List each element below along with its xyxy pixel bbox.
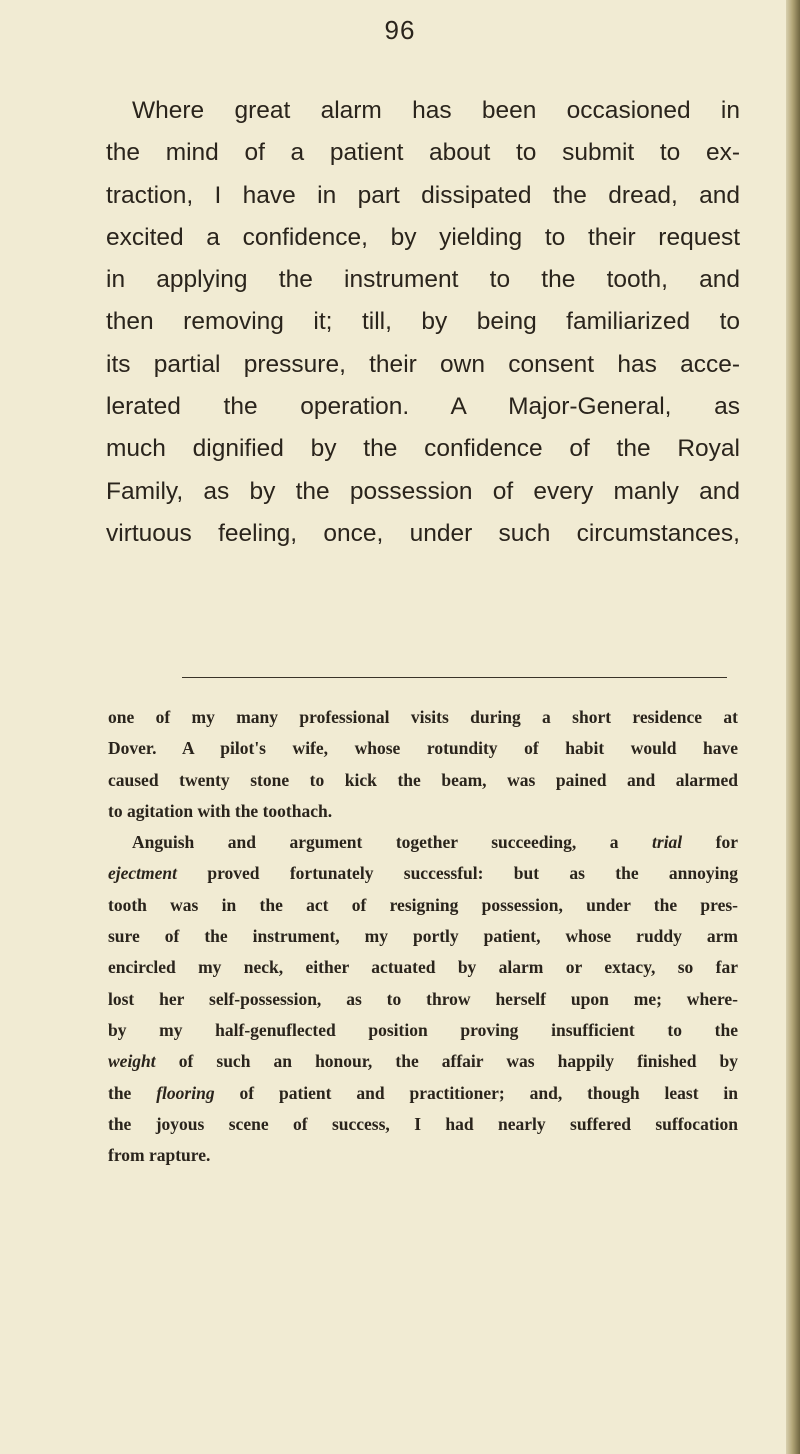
footnote xyxy=(108,702,738,1171)
footnote-text: of such an honour, the affair was happily finished by xyxy=(178,1051,738,1072)
main-paragraph xyxy=(106,90,740,555)
footnote-line: encircled my neck, either actuated by alarm or extacy, so far xyxy=(108,957,738,978)
footnote-text: for xyxy=(715,832,739,853)
main-line: traction, I have in part dissipated the dread, and xyxy=(106,181,740,209)
footnote-line: by my half-genuflected position proving insufficient to the xyxy=(108,1019,738,1040)
footnote-line xyxy=(108,827,738,858)
main-line: its partial pressure, their own consent has acce- xyxy=(106,350,740,378)
footnote-line: from rapture. xyxy=(108,1145,211,1166)
page-edge xyxy=(786,0,800,1454)
page-number: 96 xyxy=(384,15,416,45)
footnote-text: the xyxy=(108,1082,132,1103)
main-line: much dignified by the confidence of the Royal xyxy=(106,435,740,463)
footnote-line: caused twenty stone to kick the beam, was pained and alarmed xyxy=(108,769,738,790)
main-line: virtuous feeling, once, under such circumstances, xyxy=(106,519,740,547)
main-line: in applying the instrument to the tooth, and xyxy=(106,266,740,294)
footnote-italic-text: ejectment xyxy=(108,863,178,884)
footnote-text: Anguish and argument together succeeding, a xyxy=(132,832,619,853)
footnote-line: tooth was in the act of resigning possession, under the pres- xyxy=(108,894,738,915)
footnote-italic-text: trial xyxy=(652,832,683,853)
footnote-line: lost her self-possession, as to throw herself upon me; where- xyxy=(108,988,738,1009)
footnote-line xyxy=(108,858,738,889)
main-line: then removing it; till, by being familiarized to xyxy=(106,308,740,336)
footnote-line: to agitation with the toothach. xyxy=(108,800,333,821)
main-line: Where great alarm has been occasioned in xyxy=(132,97,740,124)
footnote-line xyxy=(108,1046,738,1077)
footnote-text: of patient and practitioner; and, though least in xyxy=(239,1082,739,1103)
footnote-text: proved fortunately successful: but as the annoying xyxy=(207,863,738,884)
footnote-line: Dover. A pilot's wife, whose rotundity of habit would have xyxy=(108,738,738,759)
main-line: the mind of a patient about to submit to ex- xyxy=(106,139,740,167)
footnote-line xyxy=(108,1078,738,1109)
main-line: Family, as by the possession of every manly and xyxy=(106,477,740,505)
footnote-line: sure of the instrument, my portly patient, whose ruddy arm xyxy=(108,926,738,947)
main-line: lerated the operation. A Major-General, as xyxy=(106,393,740,421)
footnote-italic-text: weight xyxy=(108,1051,156,1072)
footnote-line: one of my many professional visits during a short residence at xyxy=(108,707,738,727)
footnote-line: the joyous scene of success, I had nearly suffered suffocation xyxy=(108,1113,738,1134)
footnote-divider xyxy=(182,677,727,678)
main-line: excited a confidence, by yielding to their request xyxy=(106,223,740,251)
footnote-italic-text: flooring xyxy=(156,1082,215,1103)
